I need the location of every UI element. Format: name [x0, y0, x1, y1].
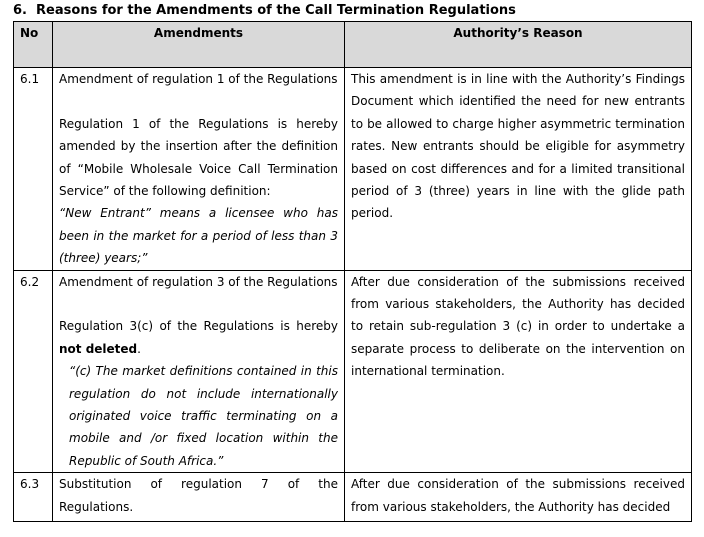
section-title: Reasons for the Amendments of the Call Termination Regulations — [36, 3, 516, 18]
reason-text: This amendment is in line with the Authority’s Findings Document which identified the need for new entrants to be allowed to charge higher asymmetric termination rates. New entrants should be eligible for asymmetry based on cost differences and for a limited transitional period of 3 (three) years in line with the glide path period. — [351, 72, 685, 221]
row-number: 6.3 — [14, 473, 53, 522]
amendment-quote — [59, 360, 338, 472]
amendment-status-suffix: . — [137, 341, 141, 356]
reason-text: After due consideration of the submissions received from various stakeholders, the Authority has decided — [351, 477, 685, 514]
table-row — [14, 270, 692, 473]
amendments-table — [13, 21, 692, 522]
reason-cell — [345, 68, 692, 271]
amendment-quote-text: “(c) The market definitions contained in this regulation do not include internationally originated voice traffic terminating on a mobile and /or fixed location within the Republic of South Africa.” — [69, 364, 338, 468]
header-no: No — [14, 22, 53, 68]
table-row — [14, 473, 692, 522]
amendment-cell — [53, 68, 345, 271]
amendment-quote-text: “New Entrant” means a licensee who has been in the market for a period of less than 3 (three) years;” — [59, 206, 338, 266]
table-row — [14, 68, 692, 271]
amendment-cell — [53, 270, 345, 473]
reason-text: After due consideration of the submissions received from various stakeholders, the Authority has decided to retain sub-regulation 3 (c) in order to undertake a separate process to deliberate on the intervention on international termination. — [351, 274, 685, 379]
table-header-row — [14, 22, 692, 68]
amendment-title: Amendment of regulation 3 of the Regulations — [59, 274, 338, 289]
reason-cell — [345, 473, 692, 522]
amendment-body: Regulation 3(c) of the Regulations is hereby — [59, 319, 338, 334]
section-heading — [13, 2, 516, 20]
amendment-title: Amendment of regulation 1 of the Regulations — [59, 72, 338, 86]
amendment-status-bold: not deleted — [59, 341, 138, 356]
row-number: 6.1 — [14, 68, 53, 271]
section-number: 6. — [13, 3, 27, 18]
amendment-quote — [59, 202, 338, 269]
header-amendments: Amendments — [53, 22, 345, 68]
header-reason: Authority’s Reason — [345, 22, 692, 68]
amendment-status — [59, 338, 338, 360]
reason-cell — [345, 270, 692, 473]
amendment-body: Regulation 1 of the Regulations is hereby amended by the insertion after the definition of “Mobile Wholesale Voice Call Termination Service” of the following definition: — [59, 116, 338, 199]
amendment-cell — [53, 473, 345, 522]
row-number: 6.2 — [14, 270, 53, 473]
amendment-title: Substitution of regulation 7 of the Regulations. — [59, 477, 338, 514]
